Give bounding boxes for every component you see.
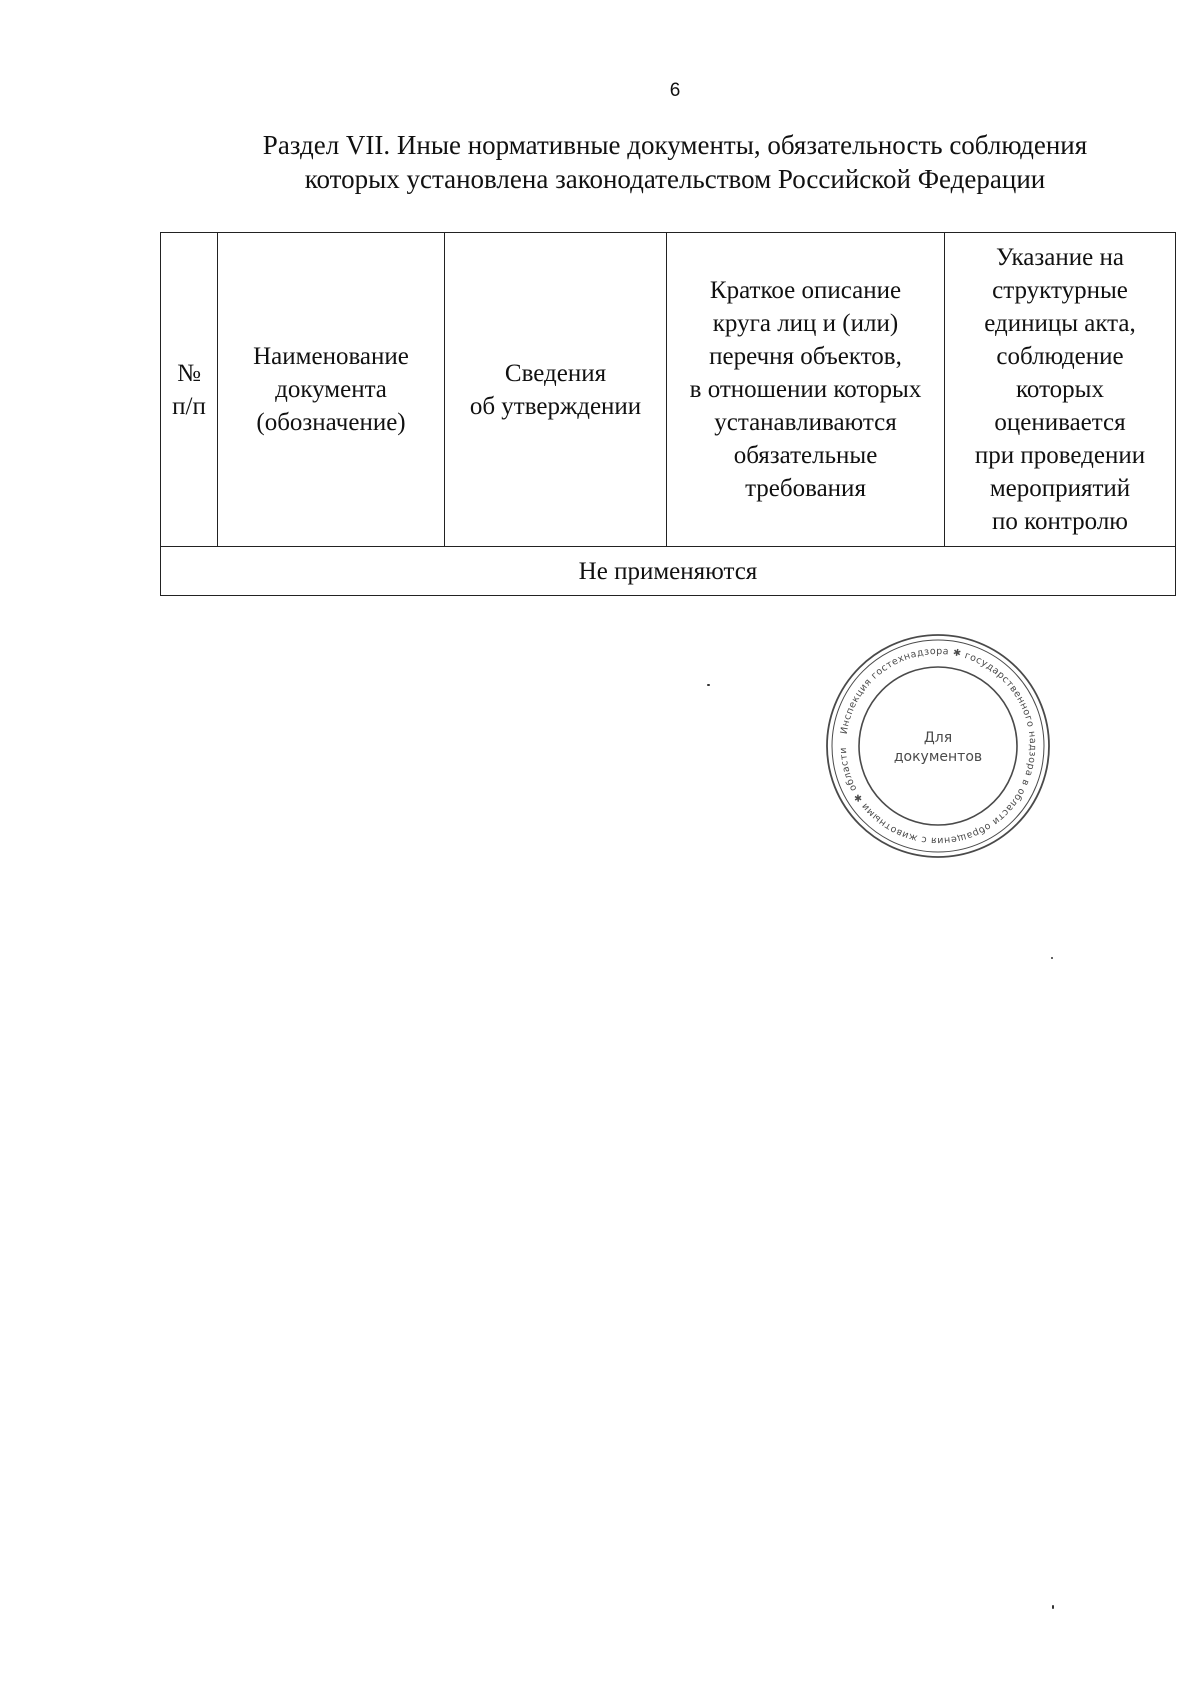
header-document-name — [218, 233, 445, 547]
header-description-text: Краткое описание круга лиц и (или) перечня объектов, в отношении которых устанавливаются обязательные требования — [689, 277, 922, 502]
round-stamp — [822, 630, 1054, 862]
header-structural-units — [945, 233, 1176, 547]
header-number-text: № п/п — [172, 359, 206, 420]
section-title-line-1: Раздел VII. Иные нормативные документы, обязательность соблюдения — [262, 130, 1088, 160]
table-row — [161, 547, 1176, 596]
stamp-center-line-2: документов — [893, 749, 983, 765]
stamp-center-line-1: Для — [923, 730, 953, 746]
section-title — [160, 128, 1190, 196]
page-number: 6 — [669, 80, 681, 101]
header-approval-info-text: Сведения об утверждении — [469, 359, 642, 420]
requirements-table — [160, 232, 1176, 596]
scan-speck — [1052, 1605, 1054, 1609]
header-approval-info — [445, 233, 667, 547]
scan-speck — [1051, 957, 1053, 959]
section-title-line-2: которых установлена законодательством Российской Федерации — [304, 164, 1046, 194]
stamp-outer-ring-inner — [832, 640, 1044, 852]
stamp-outer-ring — [827, 635, 1049, 857]
header-description — [667, 233, 945, 547]
header-number — [161, 233, 218, 547]
not-applicable-cell: Не применяются — [161, 547, 1176, 596]
header-structural-units-text: Указание на структурные единицы акта, соблюдение которых оценивается при проведении мероприятий по контролю — [974, 244, 1146, 535]
table-header-row — [161, 233, 1176, 547]
stamp-inner-ring — [859, 667, 1017, 825]
header-document-name-text: Наименование документа (обозначение) — [253, 343, 409, 436]
stamp-ring-text: Инспекция гостехнадзора ✱ государственного надзора в области обращения с животными ✱ области — [837, 645, 1039, 847]
scan-speck — [707, 684, 710, 686]
